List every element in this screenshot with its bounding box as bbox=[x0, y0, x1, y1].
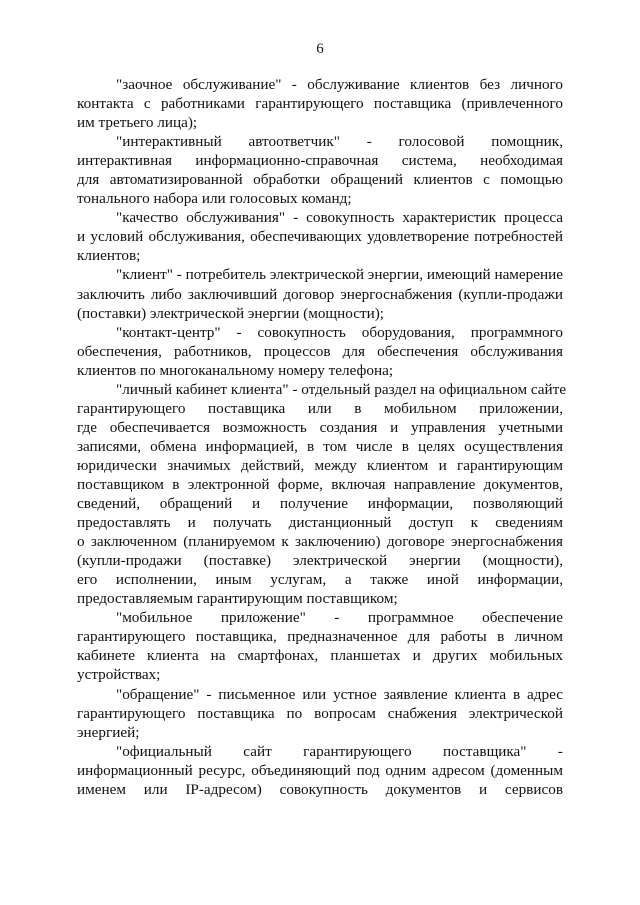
definition-paragraph bbox=[77, 132, 563, 208]
paragraph-line: о заключенном (планируемом к заключению) договоре энергоснабжения bbox=[77, 533, 563, 551]
paragraph-line: "клиент" - потребитель электрической энергии, имеющий намерение bbox=[116, 266, 563, 284]
paragraph-line: "интерактивный автоответчик" - голосовой помощник, bbox=[116, 133, 563, 151]
paragraph-line: "качество обслуживания" - совокупность характеристик процесса bbox=[116, 209, 563, 227]
paragraph-line: "обращение" - письменное или устное заявление клиента в адрес bbox=[116, 685, 563, 703]
definition-paragraph bbox=[77, 75, 563, 132]
paragraph-line: "официальный сайт гарантирующего поставщика" - bbox=[116, 742, 563, 760]
paragraph-line: гарантирующего поставщика или в мобильном приложении, bbox=[77, 399, 563, 417]
paragraph-line: где обеспечивается возможность создания и управления учетными bbox=[77, 418, 563, 436]
paragraph-line: "заочное обслуживание" - обслуживание клиентов без личного bbox=[116, 76, 563, 93]
paragraph-line: устройствах; bbox=[77, 666, 161, 684]
paragraph-line: записями, обмена информацией, в том числе в целях осуществления bbox=[77, 437, 563, 455]
definition-paragraph bbox=[77, 265, 563, 322]
paragraph-line: заключить либо заключивший договор энергоснабжения (купли-продажи bbox=[77, 285, 563, 303]
paragraph-line: клиентов по многоканальному номеру телефона; bbox=[77, 361, 394, 379]
paragraph-line: предоставлять и получать дистанционный доступ к сведениям bbox=[77, 514, 563, 532]
paragraph-line: обеспечения, работников, процессов для обеспечения обслуживания bbox=[77, 342, 563, 360]
paragraph-line: интерактивная информационно-справочная система, необходимая bbox=[77, 152, 563, 170]
paragraph-line: для автоматизированной обработки обращений клиентов с помощью bbox=[77, 171, 563, 189]
paragraph-line: энергией; bbox=[77, 723, 140, 741]
paragraph-line: (поставки) электрической энергии (мощности); bbox=[77, 304, 385, 322]
paragraph-line: поставщиком в электронной форме, включая направление документов, bbox=[77, 475, 563, 493]
paragraph-line: контакта с работниками гарантирующего поставщика (привлеченного bbox=[77, 95, 563, 113]
page-number: 6 bbox=[316, 41, 324, 57]
paragraph-line: клиентов; bbox=[77, 247, 141, 265]
paragraph-line: его исполнении, иным услугам, а также иной информации, bbox=[77, 571, 563, 589]
paragraph-line: тонального набора или голосовых команд; bbox=[77, 190, 352, 208]
definition-paragraph bbox=[77, 208, 563, 265]
paragraph-line: сведений, обращений и получение информации, позволяющий bbox=[77, 495, 563, 513]
paragraph-line: юридически значимых действий, между клиентом и гарантирующим bbox=[77, 456, 563, 474]
paragraph-line: гарантирующего поставщика, предназначенное для работы в личном bbox=[77, 628, 563, 646]
paragraph-line: гарантирующего поставщика по вопросам снабжения электрической bbox=[77, 704, 563, 722]
paragraph-line: информационный ресурс, объединяющий под одним адресом (доменным bbox=[77, 761, 563, 779]
definition-paragraph bbox=[77, 742, 563, 799]
paragraph-line: предоставляемым гарантирующим поставщиком; bbox=[77, 590, 398, 608]
definition-paragraph bbox=[77, 608, 563, 684]
definition-paragraph bbox=[77, 380, 567, 609]
paragraph-line: (купли-продажи (поставке) электрической энергии (мощности), bbox=[77, 552, 563, 570]
paragraph-line: именем или IP-адресом) совокупность документов и сервисов bbox=[77, 780, 563, 798]
paragraph-line: кабинете клиента на смартфонах, планшетах и других мобильных bbox=[77, 647, 563, 665]
paragraph-line: им третьего лица); bbox=[77, 114, 198, 132]
paragraph-line: "мобильное приложение" - программное обеспечение bbox=[116, 609, 563, 627]
definition-paragraph bbox=[77, 323, 563, 380]
paragraph-line: "контакт-центр" - совокупность оборудования, программного bbox=[116, 323, 563, 341]
document-body bbox=[77, 75, 567, 799]
definition-paragraph bbox=[77, 685, 563, 742]
paragraph-line: "личный кабинет клиента" - отдельный раздел на официальном сайте bbox=[116, 380, 567, 398]
paragraph-line: и условий обслуживания, обеспечивающих удовлетворение потребностей bbox=[77, 228, 563, 246]
